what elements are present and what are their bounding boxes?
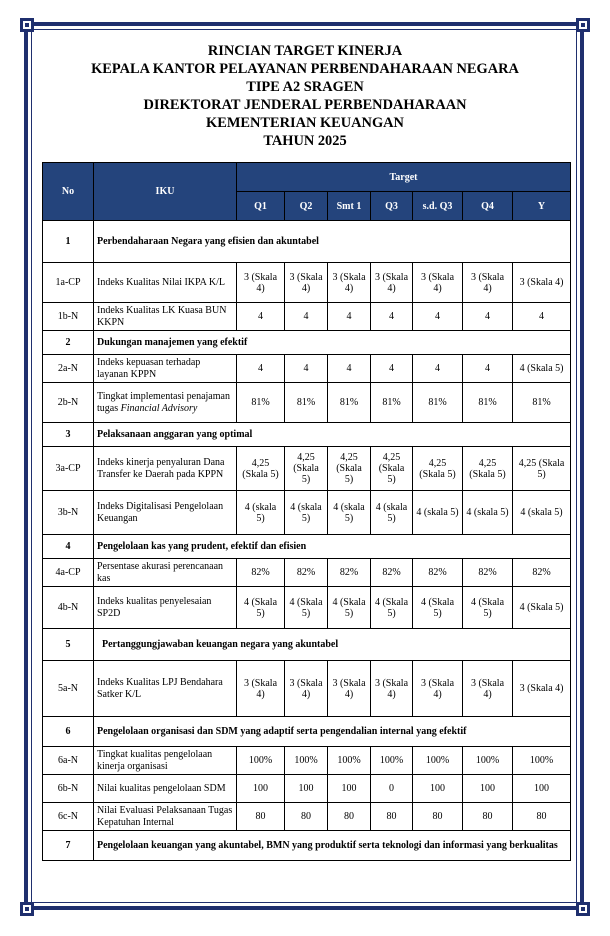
target-value: 4 (skala 5) (237, 491, 285, 535)
target-value: 4,25 (Skala 5) (463, 447, 513, 491)
table-row (43, 803, 571, 831)
target-value: 3 (Skala 4) (371, 263, 413, 303)
target-value: 3 (Skala 4) (328, 661, 371, 717)
header-iku: IKU (94, 163, 237, 221)
target-value: 82% (285, 559, 328, 587)
section-row (43, 221, 571, 263)
section-title: Pengelolaan organisasi dan SDM yang adaptif serta pengendalian internal yang efektif (94, 717, 571, 747)
indicator-code: 2b-N (43, 383, 94, 423)
target-value: 4,25 (Skala 5) (285, 447, 328, 491)
header-period: Y (513, 192, 571, 221)
indicator-name: Indeks Kualitas LK Kuasa BUN KKPN (94, 303, 237, 331)
indicator-code: 6b-N (43, 775, 94, 803)
target-value: 100 (328, 775, 371, 803)
header-no: No (43, 163, 94, 221)
target-value: 4 (skala 5) (328, 491, 371, 535)
section-row (43, 331, 571, 355)
section-title: Pengelolaan keuangan yang akuntabel, BMN yang produktif serta teknologi dan informasi yang berkualitas (94, 831, 571, 861)
target-value: 4,25 (Skala 5) (328, 447, 371, 491)
target-value: 3 (Skala 4) (371, 661, 413, 717)
target-value: 4 (413, 303, 463, 331)
indicator-code: 4b-N (43, 587, 94, 629)
title-line: TIPE A2 SRAGEN (246, 79, 364, 95)
section-number: 3 (43, 423, 94, 447)
section-title: Dukungan manajemen yang efektif (94, 331, 571, 355)
target-value: 4 (285, 355, 328, 383)
indicator-code: 5a-N (43, 661, 94, 717)
target-value: 81% (371, 383, 413, 423)
indicator-name: Indeks Kualitas Nilai IKPA K/L (94, 263, 237, 303)
indicator-name: Nilai Evaluasi Pelaksanaan Tugas Kepatuhan Internal (94, 803, 237, 831)
section-number: 6 (43, 717, 94, 747)
title-line: TAHUN 2025 (263, 133, 347, 149)
table-row (43, 775, 571, 803)
target-value: 82% (371, 559, 413, 587)
border-corner-ornament (20, 18, 34, 32)
table-row (43, 303, 571, 331)
target-value: 82% (413, 559, 463, 587)
indicator-name: Indeks kinerja penyaluran Dana Transfer ke Daerah pada KPPN (94, 447, 237, 491)
header-period: Q4 (463, 192, 513, 221)
target-value: 81% (285, 383, 328, 423)
target-value: 80 (328, 803, 371, 831)
section-title: Pelaksanaan anggaran yang optimal (94, 423, 571, 447)
indicator-code: 3b-N (43, 491, 94, 535)
target-value: 3 (Skala 4) (285, 263, 328, 303)
target-value: 100% (237, 747, 285, 775)
target-value: 4 (skala 5) (371, 491, 413, 535)
target-value: 80 (237, 803, 285, 831)
target-value: 3 (Skala 4) (463, 263, 513, 303)
target-value: 4 (285, 303, 328, 331)
target-value: 3 (Skala 4) (463, 661, 513, 717)
header-target: Target (237, 163, 571, 192)
section-row (43, 717, 571, 747)
indicator-code: 2a-N (43, 355, 94, 383)
table-row (43, 263, 571, 303)
title-line: KEMENTERIAN KEUANGAN (206, 115, 404, 131)
target-value: 4 (463, 303, 513, 331)
target-value: 3 (Skala 4) (328, 263, 371, 303)
target-value: 3 (Skala 4) (413, 263, 463, 303)
target-value: 80 (513, 803, 571, 831)
target-value: 3 (Skala 4) (237, 661, 285, 717)
indicator-name (94, 383, 237, 423)
target-value: 81% (413, 383, 463, 423)
target-value: 4 (237, 303, 285, 331)
table-row (43, 661, 571, 717)
target-value: 3 (Skala 4) (285, 661, 328, 717)
border-corner-ornament (20, 902, 34, 916)
target-value: 4 (Skala 5) (513, 355, 571, 383)
indicator-code: 1b-N (43, 303, 94, 331)
target-value: 80 (285, 803, 328, 831)
target-value: 4 (skala 5) (413, 491, 463, 535)
indicator-code: 6a-N (43, 747, 94, 775)
section-title: Perbendaharaan Negara yang efisien dan akuntabel (94, 221, 571, 263)
table-row (43, 491, 571, 535)
target-value: 81% (463, 383, 513, 423)
title-line: RINCIAN TARGET KINERJA (207, 43, 403, 59)
target-value: 100% (328, 747, 371, 775)
target-value: 4,25 (Skala 5) (371, 447, 413, 491)
indicator-name: Indeks Digitalisasi Pengelolaan Keuangan (94, 491, 237, 535)
title-line: KEPALA KANTOR PELAYANAN PERBENDAHARAAN NEGARA (91, 61, 519, 77)
header-period: Smt 1 (328, 192, 371, 221)
indicator-code: 1a-CP (43, 263, 94, 303)
target-value: 81% (237, 383, 285, 423)
target-value: 100 (513, 775, 571, 803)
header-period: s.d. Q3 (413, 192, 463, 221)
indicator-name: Indeks kualitas penyelesaian SP2D (94, 587, 237, 629)
target-value: 100% (463, 747, 513, 775)
target-value: 100 (237, 775, 285, 803)
indicator-code: 6c-N (43, 803, 94, 831)
target-value: 100 (285, 775, 328, 803)
document-title (40, 42, 570, 150)
target-value: 4,25 (Skala 5) (237, 447, 285, 491)
table-row (43, 747, 571, 775)
target-value: 4 (Skala 5) (413, 587, 463, 629)
target-value: 4 (Skala 5) (513, 587, 571, 629)
target-value: 4 (463, 355, 513, 383)
target-value: 4 (413, 355, 463, 383)
section-row (43, 423, 571, 447)
section-row (43, 535, 571, 559)
table-row (43, 383, 571, 423)
table-row (43, 587, 571, 629)
target-value: 100% (413, 747, 463, 775)
target-value: 4 (skala 5) (513, 491, 571, 535)
indicator-name: Nilai kualitas pengelolaan SDM (94, 775, 237, 803)
target-value: 4,25 (Skala 5) (413, 447, 463, 491)
border-corner-ornament (576, 18, 590, 32)
section-row (43, 629, 571, 661)
target-value: 0 (371, 775, 413, 803)
target-value: 4 (Skala 5) (328, 587, 371, 629)
target-value: 4 (Skala 5) (463, 587, 513, 629)
section-title: Pertanggungjawaban keuangan negara yang akuntabel (94, 629, 571, 661)
target-value: 4 (Skala 5) (237, 587, 285, 629)
target-value: 82% (237, 559, 285, 587)
target-value: 4 (513, 303, 571, 331)
section-number: 7 (43, 831, 94, 861)
target-value: 80 (371, 803, 413, 831)
target-value: 80 (463, 803, 513, 831)
section-number: 4 (43, 535, 94, 559)
target-value: 4 (328, 355, 371, 383)
target-value: 3 (Skala 4) (237, 263, 285, 303)
indicator-code: 3a-CP (43, 447, 94, 491)
section-title: Pengelolaan kas yang prudent, efektif dan efisien (94, 535, 571, 559)
target-value: 100% (513, 747, 571, 775)
target-value: 82% (463, 559, 513, 587)
target-value: 100% (371, 747, 413, 775)
target-value: 82% (328, 559, 371, 587)
target-value: 4 (237, 355, 285, 383)
indicator-code: 4a-CP (43, 559, 94, 587)
header-period: Q3 (371, 192, 413, 221)
target-value: 81% (328, 383, 371, 423)
indicator-name-text: Tingkat implementasi penajaman tugas (97, 391, 230, 414)
table-row (43, 559, 571, 587)
target-value: 4 (371, 303, 413, 331)
indicator-name: Indeks Kualitas LPJ Bendahara Satker K/L (94, 661, 237, 717)
target-value: 3 (Skala 4) (513, 661, 571, 717)
border-corner-ornament (576, 902, 590, 916)
target-value: 4 (328, 303, 371, 331)
title-line: DIREKTORAT JENDERAL PERBENDAHARAAN (143, 97, 467, 113)
target-value: 4 (skala 5) (463, 491, 513, 535)
header-period: Q2 (285, 192, 328, 221)
section-row (43, 831, 571, 861)
target-value: 100 (413, 775, 463, 803)
target-value: 4 (Skala 5) (285, 587, 328, 629)
target-value: 4 (Skala 5) (371, 587, 413, 629)
indicator-name-italic: Financial Advisory (120, 402, 198, 414)
target-value: 81% (513, 383, 571, 423)
indicator-name: Indeks kepuasan terhadap layanan KPPN (94, 355, 237, 383)
section-number: 2 (43, 331, 94, 355)
indicator-name: Tingkat kualitas pengelolaan kinerja organisasi (94, 747, 237, 775)
target-value: 4,25 (Skala 5) (513, 447, 571, 491)
section-number: 1 (43, 221, 94, 263)
section-number: 5 (43, 629, 94, 661)
target-value: 4 (371, 355, 413, 383)
target-value: 4 (skala 5) (285, 491, 328, 535)
target-value: 100 (463, 775, 513, 803)
table-row (43, 355, 571, 383)
header-period: Q1 (237, 192, 285, 221)
target-table (42, 162, 571, 861)
target-value: 80 (413, 803, 463, 831)
target-value: 100% (285, 747, 328, 775)
target-value: 82% (513, 559, 571, 587)
target-value: 3 (Skala 4) (513, 263, 571, 303)
indicator-name: Persentase akurasi perencanaan kas (94, 559, 237, 587)
table-row (43, 447, 571, 491)
target-value: 3 (Skala 4) (413, 661, 463, 717)
